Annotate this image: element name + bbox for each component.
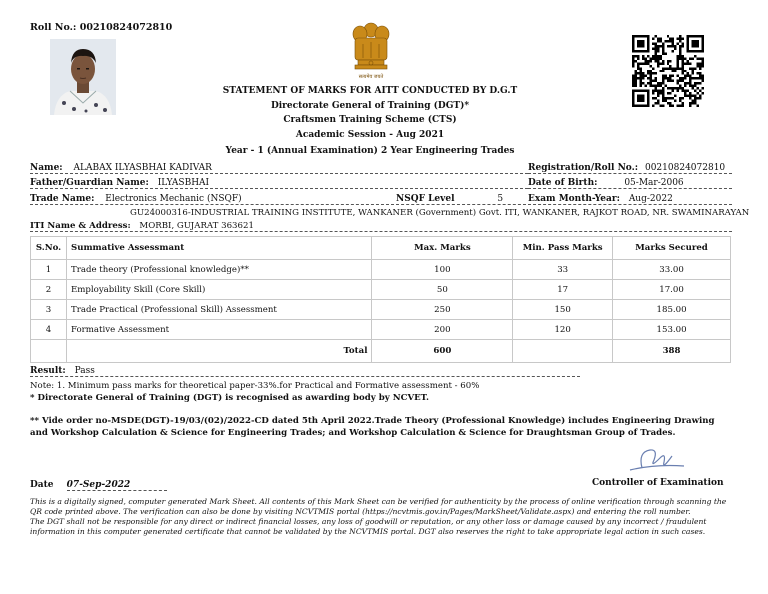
exam-label: Exam Month-Year: xyxy=(528,194,620,204)
col-min-pass: Min. Pass Marks xyxy=(513,237,613,260)
cell-secured: 33.00 xyxy=(613,260,731,280)
result-value: Pass xyxy=(74,366,95,376)
cell-sno: 1 xyxy=(31,260,67,280)
note-3: ** Vide order no-MSDE(DGT)-19/03/(02)/2022-CD dated 5th April 2022.Trade Theory (Professional Knowledge) includes Engineering Drawing and Workshop Calculation & Science for Engineering Trades; and Workshop Calculation & Science for Draughtsman Group of Trades. xyxy=(30,416,715,438)
iti-address-line2: MORBI, GUJARAT 363621 xyxy=(139,221,254,231)
cell-max: 200 xyxy=(372,320,513,340)
total-max: 600 xyxy=(372,340,513,363)
col-max-marks: Max. Marks xyxy=(372,237,513,260)
cell-empty xyxy=(31,340,67,363)
signature xyxy=(620,446,690,476)
name-label: Name: xyxy=(30,163,63,173)
cell-min: 33 xyxy=(513,260,613,280)
roll-number-top: Roll No.: 00210824072810 xyxy=(30,22,173,33)
table-row xyxy=(31,320,731,340)
dob-label: Date of Birth: xyxy=(528,178,598,188)
col-secured: Marks Secured xyxy=(613,237,731,260)
total-secured: 388 xyxy=(613,340,731,363)
cell-min: 150 xyxy=(513,300,613,320)
disclaimer xyxy=(30,497,735,537)
cell-max: 250 xyxy=(372,300,513,320)
col-sno: S.No. xyxy=(31,237,67,260)
result-label: Result: xyxy=(30,366,66,376)
date-label: Date xyxy=(30,480,54,490)
cell-min: 17 xyxy=(513,280,613,300)
iti-row xyxy=(30,221,732,232)
total-label: Total xyxy=(66,340,371,363)
cell-secured: 185.00 xyxy=(613,300,731,320)
national-emblem-icon xyxy=(349,20,393,82)
cell-sno: 4 xyxy=(31,320,67,340)
father-value: ILYASBHAI xyxy=(157,178,210,188)
cell-assessment: Employability Skill (Core Skill) xyxy=(66,280,371,300)
svg-text:सत्यमेव जयते: सत्यमेव जयते xyxy=(358,74,384,80)
header-dgt: Directorate General of Training (DGT)* xyxy=(270,101,470,111)
date-row xyxy=(30,480,167,491)
dob-row xyxy=(528,178,732,189)
header-session: Academic Session - Aug 2021 xyxy=(295,130,445,140)
exam-value: Aug-2022 xyxy=(628,194,673,204)
result-row xyxy=(30,366,580,377)
trade-value: Electronics Mechanic (NSQF) xyxy=(105,194,242,204)
student-photo xyxy=(50,39,116,115)
nsqf-label: NSQF Level xyxy=(396,194,455,204)
cell-assessment: Trade theory (Professional knowledge)** xyxy=(66,260,371,280)
header-cts: Craftsmen Training Scheme (CTS) xyxy=(283,115,457,125)
table-row xyxy=(31,280,731,300)
cell-sno: 3 xyxy=(31,300,67,320)
disclaimer-verification: This is a digitally signed, computer generated Mark Sheet. All contents of this Mark Sheet can be verified for authenticity by the process of online verification through scanning the QR code printed above. The verification can also be done by visiting NCVTMIS portal (https://ncvtmis.gov.in/Pages/MarkSheet/Validate.aspx) and entering the roll number. xyxy=(30,497,727,516)
cell-secured: 17.00 xyxy=(613,280,731,300)
trade-row xyxy=(30,194,394,205)
cell-max: 100 xyxy=(372,260,513,280)
statement-title: STATEMENT OF MARKS FOR AITT CONDUCTED BY D.G.T xyxy=(222,86,518,96)
cell-sno: 2 xyxy=(31,280,67,300)
trade-label: Trade Name: xyxy=(30,194,95,204)
col-assessment: Summative Assessmant xyxy=(66,237,371,260)
father-label: Father/Guardian Name: xyxy=(30,178,149,188)
cell-empty xyxy=(513,340,613,363)
nsqf-value: 5 xyxy=(497,194,504,204)
header-year: Year - 1 (Annual Examination) 2 Year Engineering Trades xyxy=(225,146,515,156)
controller-of-examination: Controller of Examination xyxy=(592,478,724,488)
cell-assessment: Trade Practical (Professional Skill) Assessment xyxy=(66,300,371,320)
iti-label: ITI Name & Address: xyxy=(30,221,131,231)
disclaimer-liability: The DGT shall not be responsible for any direct or indirect financial losses, any loss of goodwill or reputation, or any other loss or damage caused by any incorrect / fraudulent information in this computer generated certificate that cannot be validated by the NCVTMIS portal. DGT also reserves the right to take appropriate legal action in such cases. xyxy=(30,517,707,536)
total-row xyxy=(31,340,731,363)
registration-label: Registration/Roll No.: xyxy=(528,163,639,173)
cell-assessment: Formative Assessment xyxy=(66,320,371,340)
iti-address-line1: GU24000316-INDUSTRIAL TRAINING INSTITUTE, WANKANER (Government) Govt. ITI, WANKANER, RAJKOT ROAD, NR. SWAMINARAYAN xyxy=(130,208,750,218)
cell-max: 50 xyxy=(372,280,513,300)
nsqf-row xyxy=(396,194,526,205)
table-row xyxy=(31,260,731,280)
dob-value: 05-Mar-2006 xyxy=(624,178,684,188)
registration-row xyxy=(528,163,732,174)
registration-value: 00210824072810 xyxy=(644,163,726,173)
qr-code-icon xyxy=(632,35,704,107)
marks-table xyxy=(30,236,731,363)
table-row xyxy=(31,300,731,320)
date-value: 07-Sep-2022 xyxy=(67,480,167,491)
cell-secured: 153.00 xyxy=(613,320,731,340)
note-1: Note: 1. Minimum pass marks for theoretical paper-33%.for Practical and Formative assessment - 60% xyxy=(30,381,480,391)
cell-min: 120 xyxy=(513,320,613,340)
table-header-row xyxy=(31,237,731,260)
name-row xyxy=(30,163,528,174)
exam-row xyxy=(528,194,732,205)
father-row xyxy=(30,178,528,189)
note-2: * Directorate General of Training (DGT) is recognised as awarding body by NCVET. xyxy=(30,393,429,403)
name-value: ALABAX ILYASBHAI KADIVAR xyxy=(73,163,212,173)
